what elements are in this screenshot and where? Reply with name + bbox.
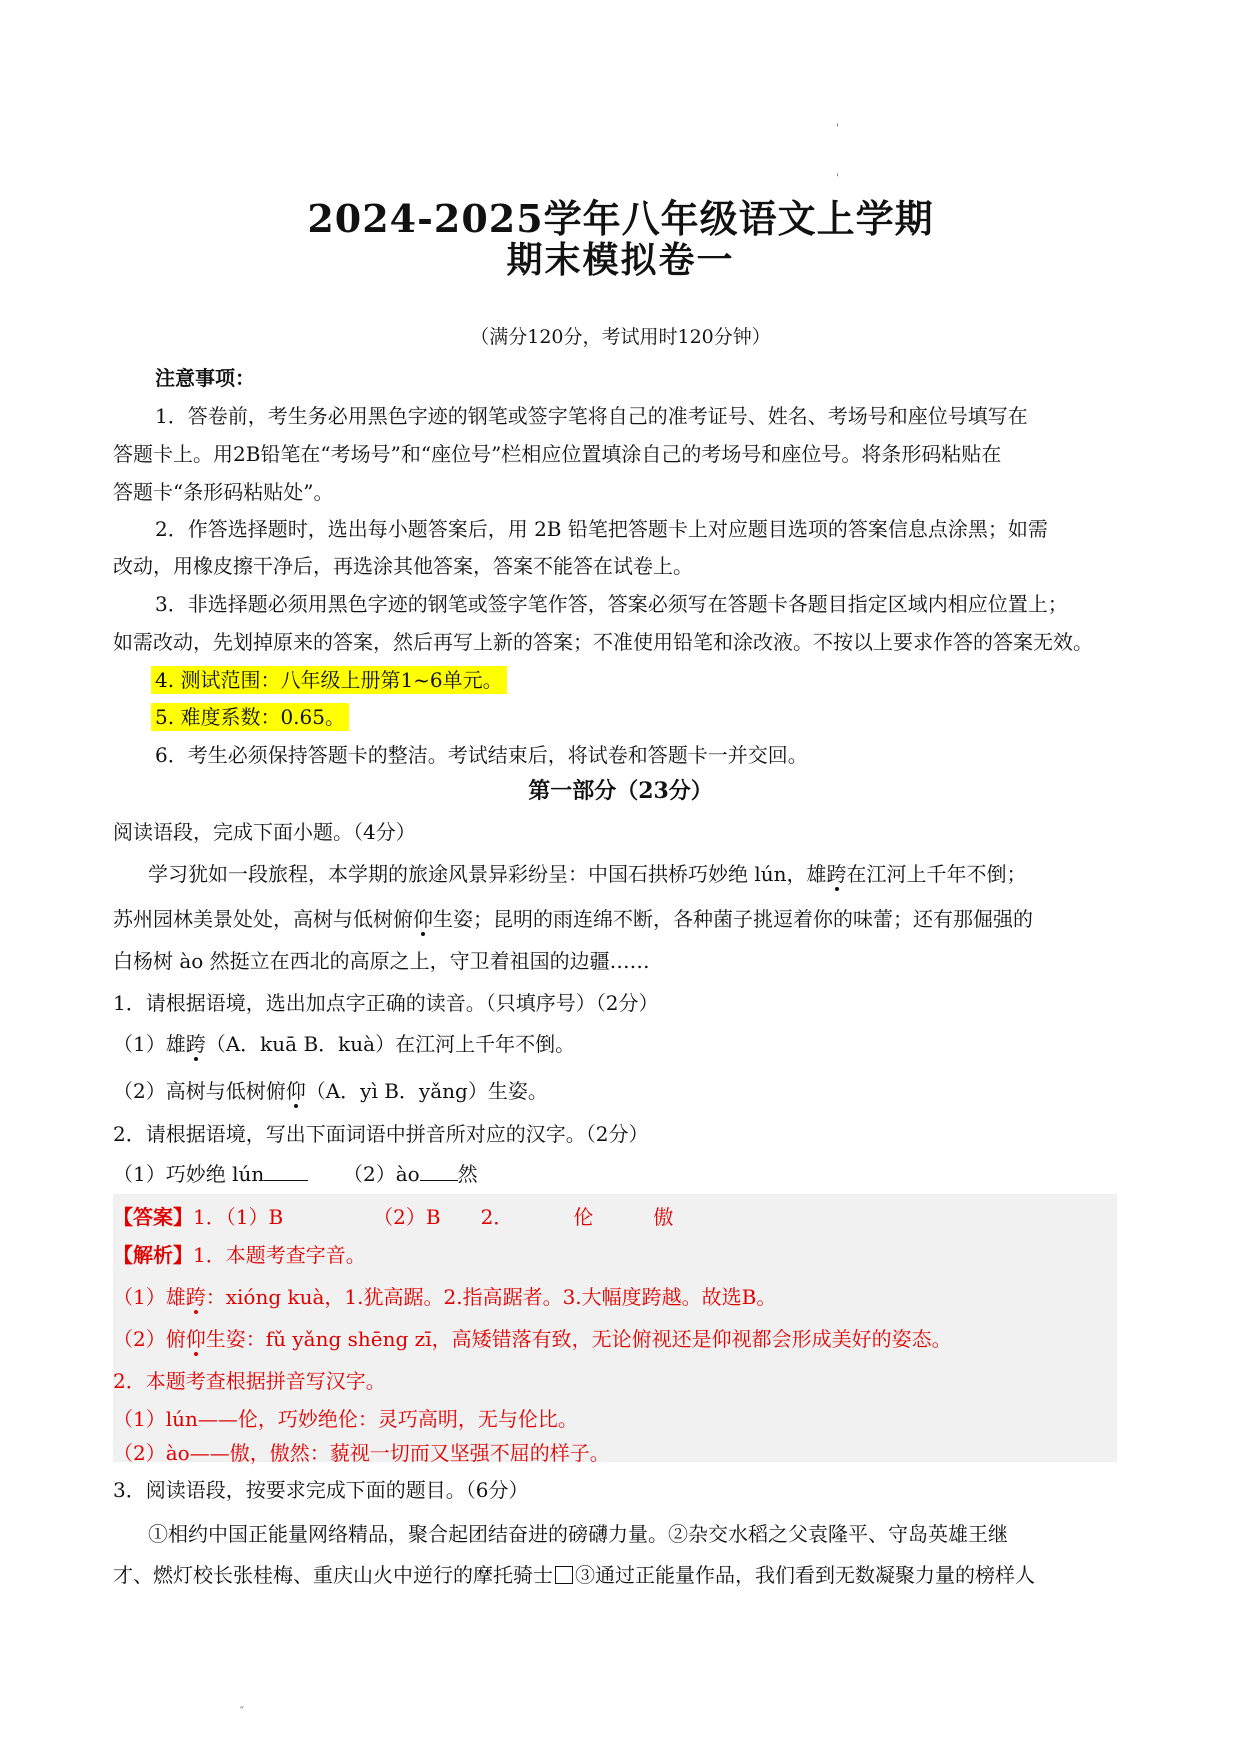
note-item-1-cont: 答题卡上。用2B铅笔在“考场号”和“座位号”栏相应位置填涂自己的考场号和座位号。将条形码粘贴在 bbox=[113, 442, 1002, 466]
question-text: （A．kuā B．kuà）在江河上千年不倒。 bbox=[205, 1032, 576, 1056]
note-item-5 bbox=[155, 701, 1175, 730]
question-text: （1）雄 bbox=[113, 1032, 186, 1056]
note-item-1-cont: 答题卡“条形码粘贴处”。 bbox=[113, 480, 334, 504]
passage-text: 生姿；昆明的雨连绵不断，各种菌子挑逗着你的味蕾；还有那倔强的 bbox=[433, 907, 1033, 931]
analysis-line-4: 2．本题考查根据拼音写汉字。 bbox=[113, 1369, 386, 1393]
passage-line-2 bbox=[113, 903, 1133, 932]
note-item-4 bbox=[155, 664, 1175, 693]
section-heading: 第一部分（23分） bbox=[528, 778, 713, 804]
highlight-scope: 4. 测试范围：八年级上册第1~6单元。 bbox=[151, 666, 507, 694]
analysis-line-6: （2）ào——傲，傲然：藐视一切而又坚强不屈的样子。 bbox=[113, 1441, 610, 1465]
question-2-subs bbox=[113, 1158, 1133, 1187]
analysis-text: 1．本题考查字音。 bbox=[193, 1243, 366, 1267]
answer-text: 伦 bbox=[573, 1205, 594, 1229]
scan-mark: ″ bbox=[240, 1706, 244, 1717]
answer-text: 傲 bbox=[653, 1205, 674, 1229]
note-item-6: 6．考生必须保持答题卡的整洁。考试结束后，将试卷和答题卡一并交回。 bbox=[155, 743, 808, 767]
question-text: （2）ào bbox=[342, 1162, 420, 1186]
scan-mark: ' bbox=[836, 123, 839, 134]
note-item-2-cont: 改动，用橡皮擦干净后，再选涂其他答案，答案不能答在试卷上。 bbox=[113, 554, 693, 578]
analysis-label: 【解析】 bbox=[113, 1243, 193, 1267]
exam-subtitle: 期末模拟卷一 bbox=[506, 239, 735, 281]
answer-text: 2． bbox=[480, 1205, 514, 1229]
question-text: （1）巧妙绝 lún bbox=[113, 1162, 265, 1186]
passage-line-1 bbox=[148, 858, 1168, 887]
question-text: （A．yì B．yǎng）生姿。 bbox=[305, 1079, 548, 1103]
passage-text: 苏州园林美景处处，高树与低树俯 bbox=[113, 907, 413, 931]
analysis-text: （1）雄 bbox=[113, 1285, 186, 1309]
note-item-1: 1．答卷前，考生务必用黑色字迹的钢笔或签字笔将自己的准考证号、姓名、考场号和座位号填写在 bbox=[155, 404, 1028, 428]
question-1-sub-1 bbox=[113, 1028, 1133, 1057]
passage-text: ③通过正能量作品，我们看到无数凝聚力量的榜样人 bbox=[575, 1563, 1035, 1587]
analysis-line-5: （1）lún——伦，巧妙绝伦：灵巧高明，无与伦比。 bbox=[113, 1407, 578, 1431]
answer-label: 【答案】 bbox=[113, 1205, 193, 1229]
analysis-line-3 bbox=[113, 1323, 1133, 1352]
analysis-line-2 bbox=[113, 1281, 1133, 1310]
dotted-char: 仰 bbox=[186, 1323, 206, 1352]
notes-heading: 注意事项： bbox=[155, 366, 255, 390]
question-3-stem: 3．阅读语段，按要求完成下面的题目。（6分） bbox=[113, 1478, 529, 1502]
question-2-stem: 2．请根据语境，写出下面词语中拼音所对应的汉字。（2分） bbox=[113, 1122, 649, 1146]
passage-text: 才、燃灯校长张桂梅、重庆山火中逆行的摩托骑士 bbox=[113, 1563, 553, 1587]
note-item-3: 3．非选择题必须用黑色字迹的钢笔或签字笔作答，答案必须写在答题卡各题目指定区域内相应位置上； bbox=[155, 592, 1068, 616]
question-text: 然 bbox=[457, 1162, 478, 1186]
answer-blank bbox=[264, 1162, 308, 1181]
question-1-stem: 1．请根据语境，选出加点字正确的读音。（只填序号）（2分） bbox=[113, 991, 659, 1015]
dotted-char: 仰 bbox=[413, 903, 433, 932]
exam-title: 2024-2025学年八年级语文上学期 bbox=[307, 196, 934, 241]
note-item-3-cont: 如需改动，先划掉原来的答案，然后再写上新的答案；不准使用铅笔和涂改液。不按以上要求作答的答案无效。 bbox=[113, 630, 1093, 654]
passage-text: 学习犹如一段旅程，本学期的旅途风景异彩纷呈：中国石拱桥巧妙绝 lún，雄 bbox=[148, 862, 827, 886]
analysis-line-1 bbox=[113, 1239, 1133, 1268]
analysis-text: （2）俯 bbox=[113, 1327, 186, 1351]
answer-line bbox=[113, 1201, 1133, 1230]
passage-text: 在江河上千年不倒； bbox=[846, 862, 1027, 886]
answer-text: （2）B bbox=[373, 1205, 441, 1229]
question-3-passage-line-1: ①相约中国正能量网络精品，聚合起团结奋进的磅礴力量。②杂交水稻之父袁隆平、守岛英雄王继 bbox=[148, 1522, 1008, 1546]
question-3-passage-line-2 bbox=[113, 1559, 1133, 1588]
highlight-difficulty: 5. 难度系数：0.65。 bbox=[151, 703, 349, 731]
question-text: （2）高树与低树俯 bbox=[113, 1079, 286, 1103]
analysis-text: 生姿：fǔ yǎng shēng zī，高矮错落有致，无论俯视还是仰视都会形成美好的姿态。 bbox=[205, 1327, 952, 1351]
dotted-char: 跨 bbox=[827, 858, 847, 887]
dotted-char: 跨 bbox=[186, 1281, 206, 1310]
dotted-char: 仰 bbox=[286, 1075, 306, 1104]
passage-line-3: 白杨树 ào 然挺立在西北的高原之上，守卫着祖国的边疆…… bbox=[113, 949, 650, 973]
scan-mark: ' bbox=[836, 173, 839, 184]
answer-text: 1．（1）B bbox=[193, 1205, 284, 1229]
exam-info: （满分120分，考试用时120分钟） bbox=[470, 326, 771, 348]
answer-blank bbox=[420, 1162, 458, 1181]
dotted-char: 跨 bbox=[186, 1028, 206, 1057]
punctuation-box bbox=[555, 1566, 573, 1584]
analysis-text: ：xióng kuà，1.犹高踞。2.指高踞者。3.大幅度跨越。故选B。 bbox=[205, 1285, 777, 1309]
question-1-sub-2 bbox=[113, 1075, 1133, 1104]
reading-intro: 阅读语段，完成下面小题。（4分） bbox=[113, 820, 416, 844]
note-item-2: 2．作答选择题时，选出每小题答案后，用 2B 铅笔把答题卡上对应题目选项的答案信息点涂黑；如需 bbox=[155, 517, 1048, 541]
